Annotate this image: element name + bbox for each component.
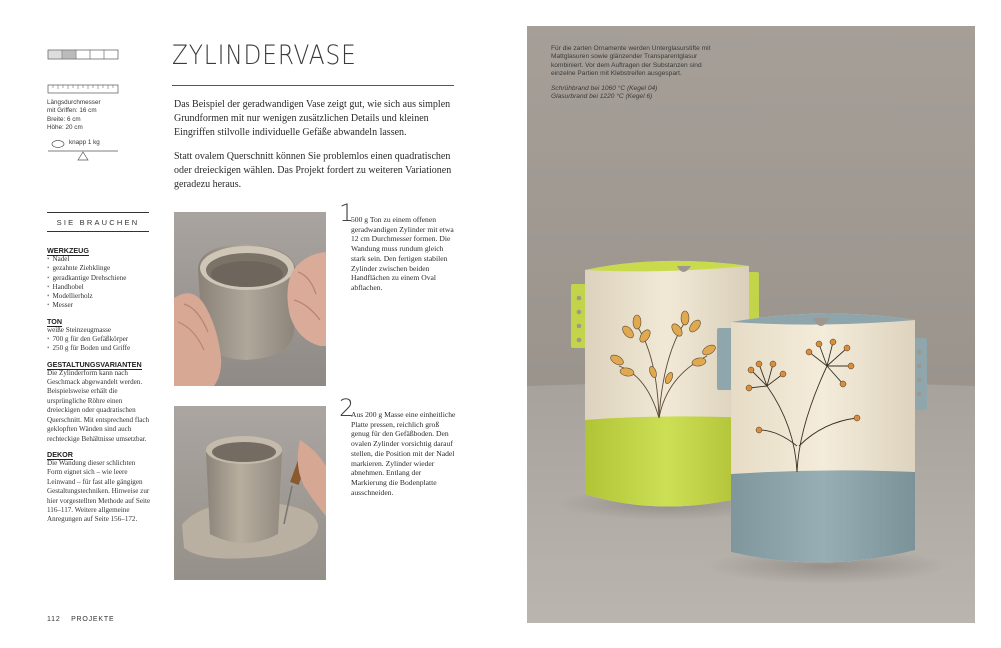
tool-item: • Handhobel xyxy=(47,282,84,291)
tool-item: • gezahnte Ziehklinge xyxy=(47,264,111,273)
tool-item: • Nadel xyxy=(47,255,70,263)
page-title: ZYLINDERVASE xyxy=(172,40,357,71)
step2-photo xyxy=(174,406,326,580)
caption-text: Für die zarten Ornamente werden Unterglasurstifte mit Mattglasuren sowie glänzender Transparentglasur kombiniert. Vor dem Auftragen der Substanzen sind einzelne Partien mit Klebstreifen ausgespart. xyxy=(551,45,711,78)
decor-text: Die Wandung dieser schlichten Form eignet sich – wie leere Leinwand – für fast alle gängigen Gestaltungstechniken. Hinweise zur hier vorgestellten Methode auf Seite 116–117. Weitere allgemeine Anregungen auf Seite 156–172. xyxy=(47,458,151,524)
ruler-icon xyxy=(47,82,119,96)
tool-item: • Messer xyxy=(47,301,73,310)
step1-photo xyxy=(174,212,326,386)
firing-1: Schrühbrand bei 1060 °C (Kegel 04) xyxy=(551,84,658,92)
needs-list xyxy=(47,242,151,525)
intro-text xyxy=(174,98,456,201)
page-number: 112 xyxy=(47,616,61,623)
needs-heading: SIE BRAUCHEN xyxy=(47,212,149,232)
clay-line: • 250 g für Boden und Griffe xyxy=(47,344,131,353)
step-1 xyxy=(339,199,457,293)
dimensions xyxy=(47,99,149,132)
section-title-ton: TON xyxy=(47,316,63,326)
section-title-dekor: DEKOR xyxy=(47,449,73,459)
size-grid-icon xyxy=(47,48,119,60)
blue-vase xyxy=(717,313,927,562)
photo-caption xyxy=(551,45,721,101)
folio xyxy=(47,616,114,623)
dim-line: Breite: 6 cm xyxy=(47,115,81,123)
weight-label: knapp 1 kg xyxy=(69,139,100,147)
clay-line: • 700 g für den Gefäßkörper xyxy=(47,335,129,344)
dim-line: Höhe: 20 cm xyxy=(47,123,83,131)
sidebar xyxy=(47,48,149,166)
step-text: Aus 200 g Masse eine einheitliche Platte pressen, reichlich groß genug für den Gefäßboden. Den ovalen Zylinder vorsichtig darauf stellen, die Position mit der Nadel markieren. Zylinder wieder abnehmen. Entlang der Markierung die Bodenplatte ausschneiden. xyxy=(351,410,456,497)
tool-item: • geradkantige Drehschiene xyxy=(47,273,127,282)
weight-row xyxy=(47,138,149,166)
title-rule xyxy=(172,85,454,86)
section-name: PROJEKTE xyxy=(71,616,115,623)
dim-line: mit Griffen: 16 cm xyxy=(47,107,97,115)
section-title-werkzeug: WERKZEUG xyxy=(47,246,89,255)
clay-line: weiße Steinzeugmasse xyxy=(47,325,112,334)
firing-2: Glasurbrand bei 1220 °C (Kegel 6) xyxy=(551,93,653,101)
dim-line: Längsdurchmesser xyxy=(47,99,101,106)
intro-paragraph: Statt ovalem Querschnitt können Sie problemlos einen quadratischen oder dreieckigen wählen. Das Projekt fordert zu weiteren Variationen geradezu heraus. xyxy=(174,150,452,191)
vases-photo xyxy=(527,26,975,623)
step-text: 500 g Ton zu einem offenen geradwandigen Zylinder mit etwa 12 cm Durchmesser formen. Die Wandung muss rundum gleich stark sein. Den fertigen stabilen Zylinder zwischen beiden Handflächen zu einem Oval abflachen. xyxy=(351,215,454,292)
step-number: 1 xyxy=(339,199,355,227)
tool-item: • Modellierholz xyxy=(47,292,93,301)
step-number: 2 xyxy=(339,394,355,422)
step-2 xyxy=(339,394,457,497)
variants-text: Die Zylinderform kann nach Geschmack abgewandelt werden. Beispielsweise erhält die ursprüngliche Röhre einen dreieckigen oder quadratischen Querschnitt. Mit entsprechend flach geklopften Wänden sind auch rechteckige Behältnisse umsetzbar. xyxy=(47,368,150,443)
intro-paragraph: Das Beispiel der geradwandigen Vase zeigt gut, wie sich aus simplen Grundformen mit nur wenigen zusätzlichen Details und kleinen Eingriffen stilvolle individuelle Gefäße abwandeln lassen. xyxy=(174,99,451,139)
section-title-varianten: GESTALTUNGSVARIANTEN xyxy=(47,359,142,369)
